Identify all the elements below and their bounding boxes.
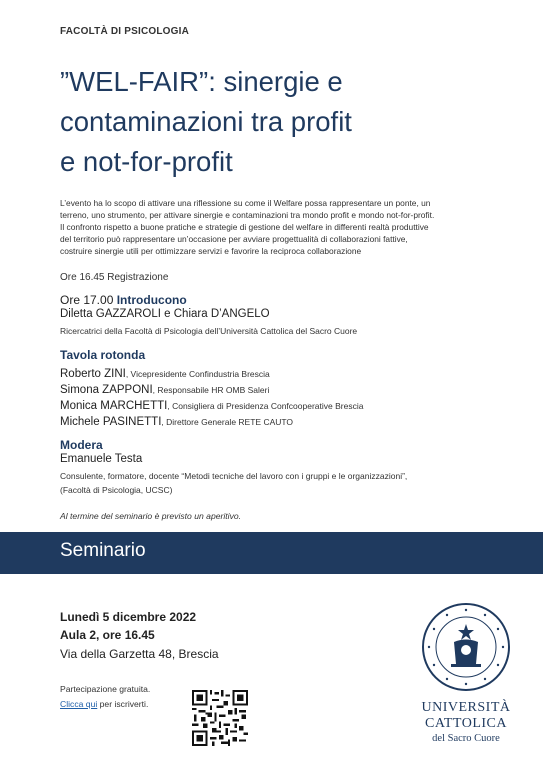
event-room-time: Aula 2, ore 16.45 xyxy=(60,628,155,642)
signup-row xyxy=(60,699,148,709)
speaker-name: Michele PASINETTI xyxy=(60,416,162,428)
title-line-2: contaminazioni tra profit xyxy=(60,106,352,137)
intro-time: Ore 17.00 xyxy=(60,293,114,307)
registration-time: Ore 16.45 Registrazione xyxy=(60,272,169,283)
university-wordmark xyxy=(404,700,528,745)
intro-heading: Introducono xyxy=(116,293,187,307)
moderator-heading: Modera xyxy=(60,438,103,452)
title-line-1: ”WEL-FAIR”: sinergie e xyxy=(60,66,343,97)
moderator-name: Emanuele Testa xyxy=(60,453,143,465)
university-line-2: CATTOLICA xyxy=(424,716,508,731)
university-line-1: UNIVERSITÀ xyxy=(421,700,511,715)
speaker-role: , Direttore Generale RETE CAUTO xyxy=(161,417,294,427)
intro-line: costruire sinergie utili per ottimizzare servizi e favorire la reciproca collaborazione xyxy=(60,246,362,257)
seminar-band xyxy=(0,532,543,574)
page-title xyxy=(60,62,480,182)
moderator-role-line: Consulente, formatore, docente “Metodi tecniche del lavoro con i gruppi e le organizzazioni”, xyxy=(60,471,408,481)
event-date: Lunedì 5 dicembre 2022 xyxy=(60,610,197,624)
moderator-role-line: (Facoltà di Psicologia, UCSC) xyxy=(60,485,173,495)
intro-time-row xyxy=(60,293,187,307)
speaker-name: Roberto ZINI xyxy=(60,368,126,380)
speaker-role: , Vicepresidente Confindustria Brescia xyxy=(125,369,270,379)
intro-line: L’evento ha lo scopo di attivare una riflessione su come il Welfare possa rappresentare un ponte, un xyxy=(60,198,431,208)
title-line-3: e not-for-profit xyxy=(60,146,233,177)
speaker-name: Simona ZAPPONI xyxy=(60,384,153,396)
speaker-role: , Consigliera di Presidenza Confcooperative Brescia xyxy=(167,401,364,411)
university-seal-icon xyxy=(421,602,511,692)
intro-paragraph xyxy=(60,197,520,257)
aperitivo-note: Al termine del seminario è previsto un aperitivo. xyxy=(60,511,242,521)
event-address: Via della Garzetta 48, Brescia xyxy=(60,647,219,661)
speaker-role: , Responsabile HR OMB Saleri xyxy=(152,385,270,395)
signup-link[interactable]: Clicca qui xyxy=(60,699,98,709)
speaker-name: Monica MARCHETTI xyxy=(60,400,168,412)
intro-line: del territorio può rappresentare un’occasione per avviare progettualità di collaborazioni fattive, xyxy=(60,234,408,245)
intro-speakers-role: Ricercatrici della Facoltà di Psicologia dell’Università Cattolica del Sacro Cuore xyxy=(60,326,358,336)
speaker-row xyxy=(60,412,293,430)
seminar-label: Seminario xyxy=(60,540,146,561)
faculty-label: FACOLTÀ DI PSICOLOGIA xyxy=(60,26,190,37)
qr-code-icon[interactable] xyxy=(192,690,248,746)
roundtable-heading: Tavola rotonda xyxy=(60,348,146,362)
university-line-3: del Sacro Cuore xyxy=(432,733,500,744)
intro-speakers: Diletta GAZZAROLI e Chiara D’ANGELO xyxy=(60,308,270,320)
intro-line: Il confronto rispetto a buone pratiche e strategie di gestione del welfare in differenti realtà produttive xyxy=(60,222,429,233)
signup-suffix: per iscriverti. xyxy=(97,699,149,709)
free-participation: Partecipazione gratuita. xyxy=(60,684,151,694)
intro-line: terreno, uno strumento, per attivare sinergie e contaminazioni tra mondo profit e mondo not-for-profit. xyxy=(60,210,435,221)
